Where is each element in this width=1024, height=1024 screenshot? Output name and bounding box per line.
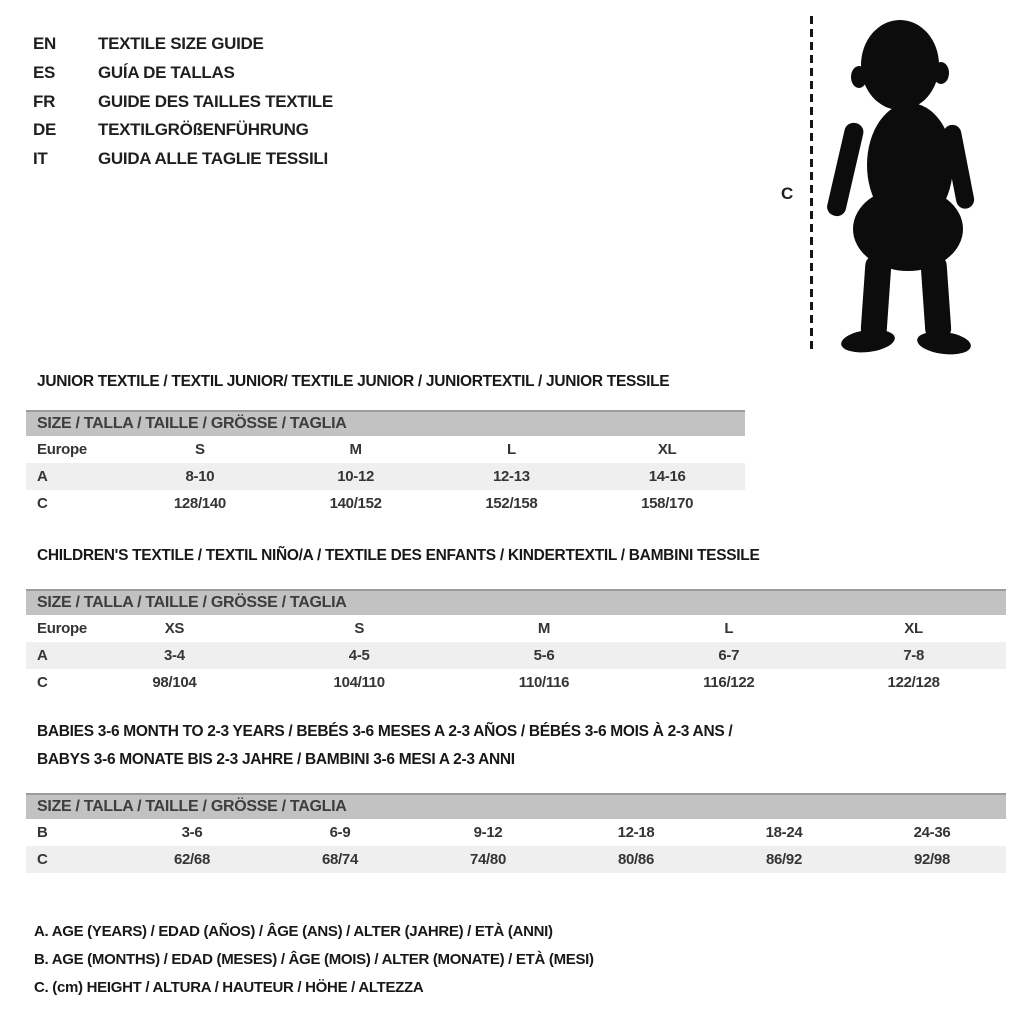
legend [26, 912, 594, 1002]
section-title-line: JUNIOR TEXTILE / TEXTIL JUNIOR/ TEXTILE JUNIOR / JUNIORTEXTIL / JUNIOR TESSILE [37, 373, 670, 390]
section-title [37, 372, 745, 391]
legend-line: B. AGE (MONTHS) / EDAD (MESES) / ÂGE (MOIS) / ALTER (MONATE) / ETÀ (MESI) [34, 951, 594, 968]
language-guide-title: GUIDA ALLE TAGLIE TESSILI [98, 149, 328, 169]
cell-value: 24-36 [913, 824, 951, 841]
cell-value: XL [904, 620, 923, 637]
cell-value: XS [164, 620, 185, 637]
language-guide-title: GUIDE DES TAILLES TEXTILE [98, 91, 333, 111]
row-label: C [37, 674, 48, 691]
section-title-line: BABYS 3-6 MONATE BIS 2-3 JAHRE / BAMBINI 3-6 MESI A 2-3 ANNI [37, 751, 515, 768]
row-label: A [37, 468, 48, 485]
cell-value: 68/74 [321, 851, 359, 868]
table-row [26, 436, 745, 463]
section-title [37, 718, 1006, 774]
cell-value: S [195, 441, 205, 458]
size-header-bar: SIZE / TALLA / TAILLE / GRÖSSE / TAGLIA [26, 793, 1006, 819]
table-row [26, 642, 1006, 669]
cell-value: 122/128 [887, 674, 940, 691]
height-dashed-line [810, 16, 813, 354]
cell-value: 86/92 [765, 851, 803, 868]
size-table [26, 589, 1006, 696]
section-babies [26, 718, 1006, 873]
language-code: EN [33, 34, 57, 53]
language-code: IT [33, 149, 48, 169]
cell-value: 9-12 [473, 824, 503, 841]
legend-line: A. AGE (YEARS) / EDAD (AÑOS) / ÂGE (ANS) / ALTER (JAHRE) / ETÀ (ANNI) [34, 923, 553, 940]
section-junior [26, 372, 745, 517]
size-header-bar: SIZE / TALLA / TAILLE / GRÖSSE / TAGLIA [26, 589, 1006, 615]
row-label: C [37, 851, 48, 868]
size-table [26, 793, 1006, 873]
cell-value: M [349, 441, 362, 458]
cell-value: 6-9 [329, 824, 351, 841]
cell-value: 152/158 [485, 495, 538, 512]
language-code: ES [33, 62, 56, 82]
cell-value: 92/98 [913, 851, 951, 868]
cell-value: 62/68 [173, 851, 211, 868]
cell-value: 116/122 [703, 674, 755, 691]
height-measure-label: C [781, 184, 793, 203]
table-row [26, 615, 1006, 642]
row-label: A [37, 647, 48, 664]
cell-value: 128/140 [173, 495, 226, 512]
row-label: B [37, 824, 48, 841]
cell-value: L [724, 620, 734, 637]
section-children [26, 546, 1006, 696]
language-guide-title: TEXTILE SIZE GUIDE [98, 34, 264, 53]
size-header-bar: SIZE / TALLA / TAILLE / GRÖSSE / TAGLIA [26, 410, 745, 436]
cell-value: 98/104 [152, 674, 197, 691]
language-code: DE [33, 120, 57, 140]
language-code: FR [33, 91, 56, 111]
cell-value: XL [657, 441, 677, 458]
table-row [26, 846, 1006, 873]
figure-area [0, 0, 1024, 360]
size-table [26, 410, 745, 517]
cell-value: L [506, 441, 516, 458]
cell-value: 5-6 [533, 647, 555, 664]
cell-value: 104/110 [333, 674, 385, 691]
table-row [26, 669, 1006, 696]
cell-value: 10-12 [337, 468, 375, 485]
cell-value: M [537, 620, 551, 637]
cell-value: 158/170 [641, 495, 694, 512]
cell-value: 110/116 [518, 674, 570, 691]
section-title-line: CHILDREN'S TEXTILE / TEXTIL NIÑO/A / TEXTILE DES ENFANTS / KINDERTEXTIL / BAMBINI TESSILE [37, 547, 760, 564]
cell-value: 7-8 [903, 647, 924, 664]
table-row [26, 490, 745, 517]
section-title [37, 546, 1006, 565]
row-label: Europe [37, 441, 87, 458]
row-label: Europe [37, 620, 87, 637]
cell-value: 12-13 [492, 468, 530, 485]
row-label: C [37, 495, 48, 512]
cell-value: 14-16 [648, 468, 686, 485]
cell-value: S [354, 620, 365, 637]
cell-value: 6-7 [718, 647, 740, 664]
cell-value: 3-4 [164, 647, 185, 664]
cell-value: 8-10 [185, 468, 215, 485]
cell-value: 12-18 [617, 824, 655, 841]
baby-silhouette-icon [826, 15, 981, 355]
language-guide-title: GUÍA DE TALLAS [98, 62, 235, 82]
cell-value: 140/152 [329, 495, 382, 512]
cell-value: 3-6 [181, 824, 203, 841]
cell-value: 18-24 [765, 824, 803, 841]
cell-value: 80/86 [617, 851, 655, 868]
cell-value: 4-5 [348, 647, 370, 664]
table-row [26, 463, 745, 490]
cell-value: 74/80 [469, 851, 507, 868]
section-title-line: BABIES 3-6 MONTH TO 2-3 YEARS / BEBÉS 3-6 MESES A 2-3 AÑOS / BÉBÉS 3-6 MOIS À 2-3 ANS / [37, 723, 733, 740]
language-guide-title: TEXTILGRÖßENFÜHRUNG [98, 120, 309, 140]
legend-line: C. (cm) HEIGHT / ALTURA / HAUTEUR / HÖHE / ALTEZZA [34, 979, 424, 996]
table-row [26, 819, 1006, 846]
